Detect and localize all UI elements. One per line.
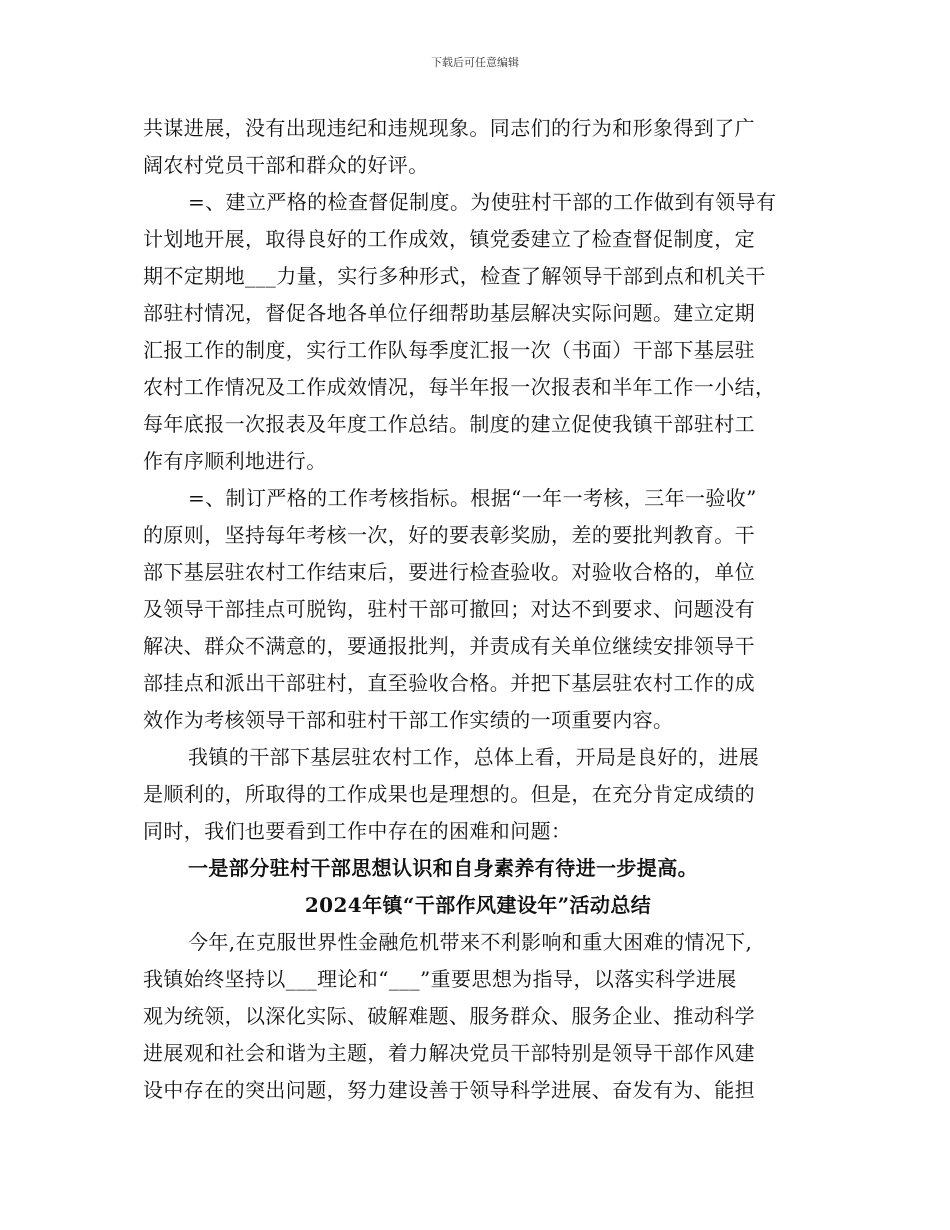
section-heading-line: =、建立严格的检查督促制度。为使驻村干部的工作做到有领导有: [188, 190, 777, 214]
document-body: [143, 110, 813, 1109]
section-heading-line: =、制订严格的工作考核指标。根据“一年一考核，三年一验收”: [188, 486, 757, 510]
body-line: 部驻村情况，督促各地各单位仔细帮助基层解决实际问题。建立定期: [143, 301, 755, 325]
document-title: 2024年镇“干部作风建设年”活动总结: [304, 893, 652, 917]
paragraph-start-line: 今年,在克服世界性金融危机带来不利影响和重大困难的情况下,: [188, 930, 753, 954]
body-line: 每年底报一次报表及年度工作总结。制度的建立促使我镇干部驻村工: [143, 412, 755, 436]
body-line: 农村工作情况及工作成效情况，每半年报一次报表和半年工作一小结，: [143, 375, 776, 399]
body-line: 进展观和社会和谐为主题，着力解决党员干部特别是领导干部作风建: [143, 1041, 755, 1065]
body-line: 同时，我们也要看到工作中存在的困难和问题：: [143, 819, 572, 843]
body-line: 部下基层驻农村工作结束后，要进行检查验收。对验收合格的，单位: [143, 560, 755, 584]
body-line: 及领导干部挂点可脱钩，驻村干部可撤回；对达不到要求、问题没有: [143, 597, 755, 621]
body-line: 部挂点和派出干部驻村，直至验收合格。并把下基层驻农村工作的成: [143, 671, 755, 695]
bold-point-line: 一是部分驻村干部思想认识和自身素养有待进一步提高。: [188, 856, 698, 880]
body-line: 阔农村党员干部和群众的好评。: [143, 153, 429, 177]
body-line: 设中存在的突出问题，努力建设善于领导科学进展、奋发有为、能担: [143, 1078, 755, 1102]
body-line: 解决、群众不满意的，要通报批判，并责成有关单位继续安排领导干: [143, 634, 755, 658]
body-line: 计划地开展，取得良好的工作成效，镇党委建立了检查督促制度，定: [143, 227, 755, 251]
body-line: 共谋进展，没有出现违纪和违规现象。同志们的行为和形象得到了广: [143, 116, 755, 140]
body-line: 的原则，坚持每年考核一次，好的要表彰奖励，差的要批判教育。干: [143, 523, 755, 547]
body-line: 观为统领，以深化实际、破解难题、服务群众、服务企业、推动科学: [143, 1004, 755, 1028]
body-line: 汇报工作的制度，实行工作队每季度汇报一次（书面）干部下基层驻: [143, 338, 755, 362]
body-line: 我镇始终坚持以___理论和“___”重要思想为指导，以落实科学进展: [143, 967, 737, 991]
paragraph-start-line: 我镇的干部下基层驻农村工作，总体上看，开局是良好的，进展: [188, 745, 760, 769]
body-line: 期不定期地___力量，实行多种形式，检查了解领导干部到点和机关干: [143, 264, 766, 288]
page-header-note: 下载后可任意编辑: [431, 56, 519, 69]
body-line: 作有序顺利地进行。: [143, 449, 327, 473]
body-line: 是顺利的，所取得的工作成果也是理想的。但是，在充分肯定成绩的: [143, 782, 755, 806]
body-line: 效作为考核领导干部和驻村干部工作实绩的一项重要内容。: [143, 708, 674, 732]
